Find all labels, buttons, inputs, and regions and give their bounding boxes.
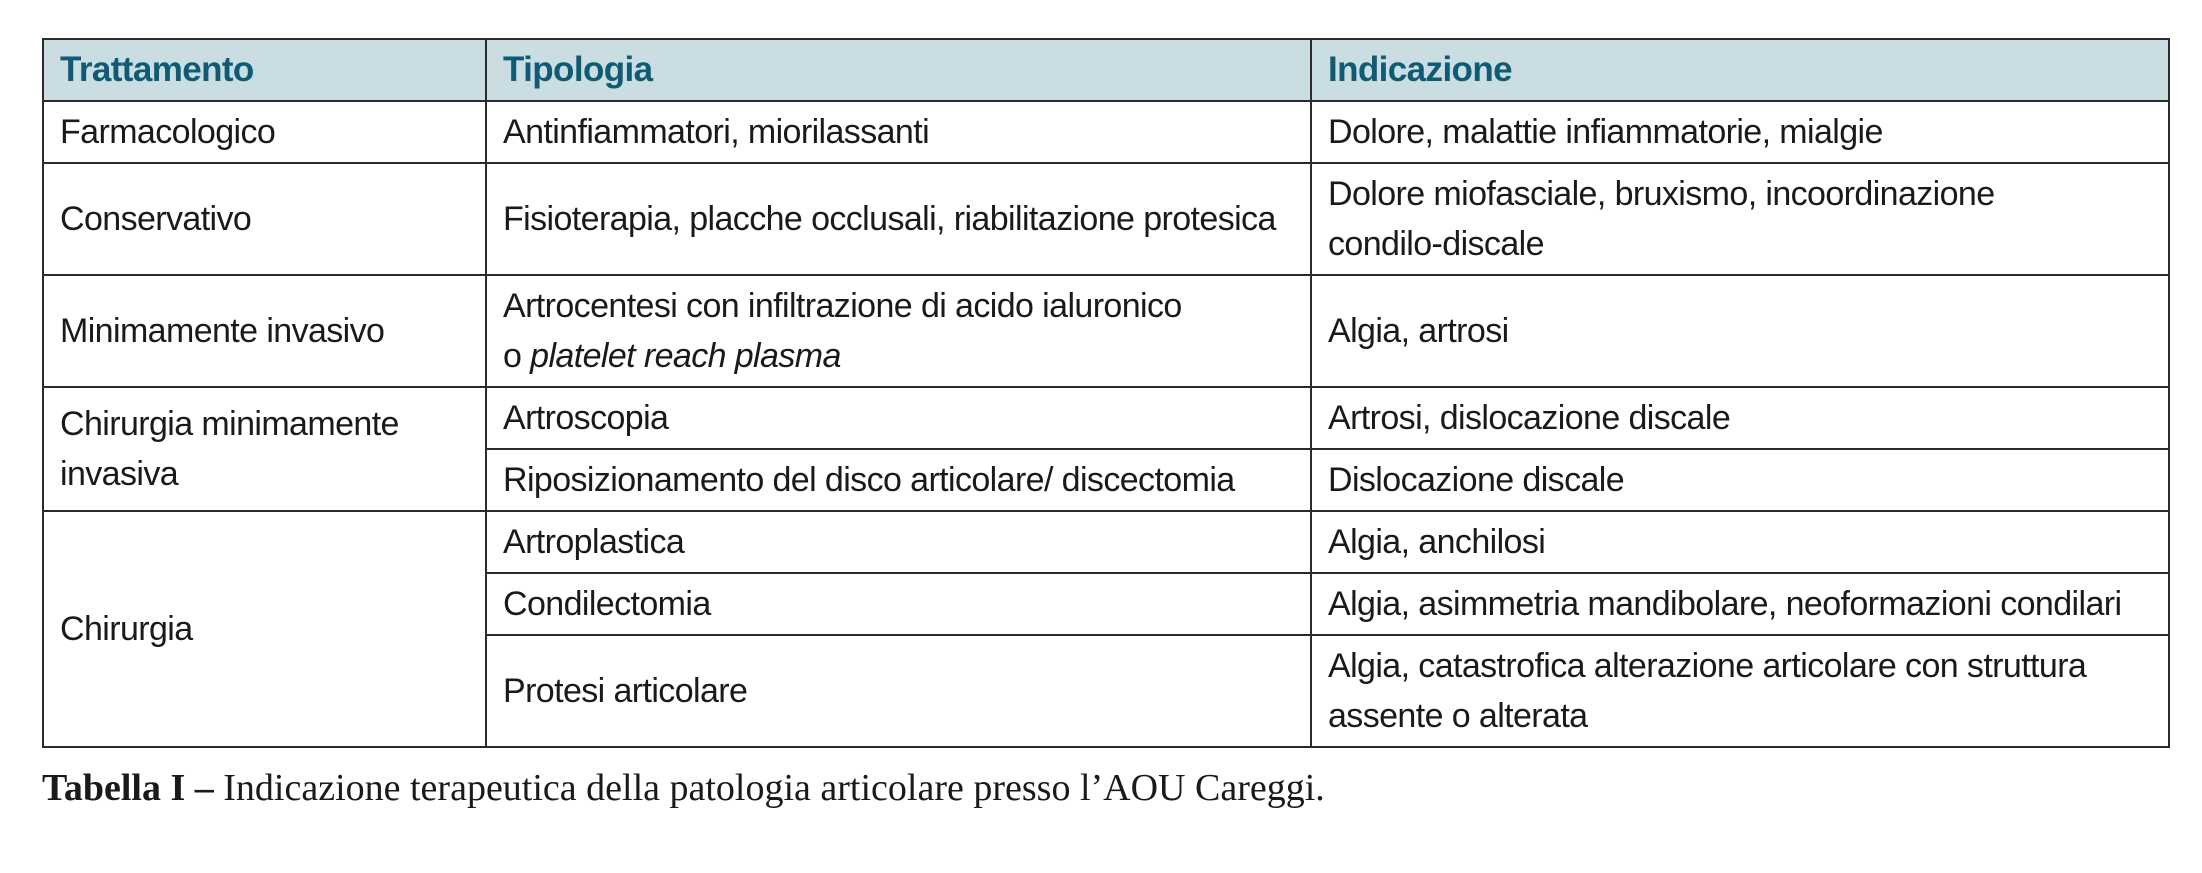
cell-trattamento: Chirurgia	[43, 511, 486, 747]
table-row	[43, 163, 2169, 275]
tipologia-line: Artrocentesi con infiltrazione di acido ialuronico	[503, 287, 1182, 325]
cell-indicazione	[1311, 163, 2169, 275]
indicazione-line: Dolore miofasciale, bruxismo, incoordinazione	[1328, 175, 1995, 213]
cell-indicazione: Algia, anchilosi	[1311, 511, 2169, 573]
cell-tipologia: Antinfiammatori, miorilassanti	[486, 101, 1311, 163]
header-row	[43, 39, 2169, 101]
cell-tipologia: Artroscopia	[486, 387, 1311, 449]
tipologia-italic-term: platelet reach plasma	[530, 337, 841, 375]
cell-tipologia: Riposizionamento del disco articolare/ discectomia	[486, 449, 1311, 511]
cell-tipologia: Fisioterapia, placche occlusali, riabilitazione protesica	[486, 163, 1311, 275]
page-content	[42, 38, 2168, 810]
cell-tipologia: Protesi articolare	[486, 635, 1311, 747]
caption-label: Tabella I –	[42, 767, 214, 809]
cell-indicazione: Dislocazione discale	[1311, 449, 2169, 511]
table-body	[43, 101, 2169, 747]
cell-tipologia: Artroplastica	[486, 511, 1311, 573]
indicazione-line: Algia, catastrofica alterazione articolare con struttura	[1328, 647, 2087, 685]
table-row	[43, 275, 2169, 387]
cell-indicazione: Dolore, malattie infiammatorie, mialgie	[1311, 101, 2169, 163]
header-trattamento: Trattamento	[43, 39, 486, 101]
cell-indicazione: Artrosi, dislocazione discale	[1311, 387, 2169, 449]
table-header	[43, 39, 2169, 101]
table-caption	[42, 766, 2168, 810]
header-indicazione: Indicazione	[1311, 39, 2169, 101]
therapy-table	[42, 38, 2170, 748]
cell-trattamento: Minimamente invasivo	[43, 275, 486, 387]
cell-indicazione: Algia, asimmetria mandibolare, neoformazioni condilari	[1311, 573, 2169, 635]
cell-tipologia	[486, 275, 1311, 387]
header-tipologia: Tipologia	[486, 39, 1311, 101]
cell-trattamento: Farmacologico	[43, 101, 486, 163]
indicazione-line: condilo-discale	[1328, 225, 1544, 263]
caption-text: Indicazione terapeutica della patologia articolare presso l’AOU Careggi.	[223, 767, 1325, 809]
tipologia-prefix: o	[503, 337, 522, 375]
indicazione-line: assente o alterata	[1328, 697, 1588, 735]
cell-tipologia: Condilectomia	[486, 573, 1311, 635]
cell-trattamento: Conservativo	[43, 163, 486, 275]
table-row	[43, 387, 2169, 449]
table-row	[43, 511, 2169, 573]
cell-indicazione: Algia, artrosi	[1311, 275, 2169, 387]
table-row	[43, 101, 2169, 163]
cell-trattamento: Chirurgia minimamente invasiva	[43, 387, 486, 511]
cell-indicazione	[1311, 635, 2169, 747]
